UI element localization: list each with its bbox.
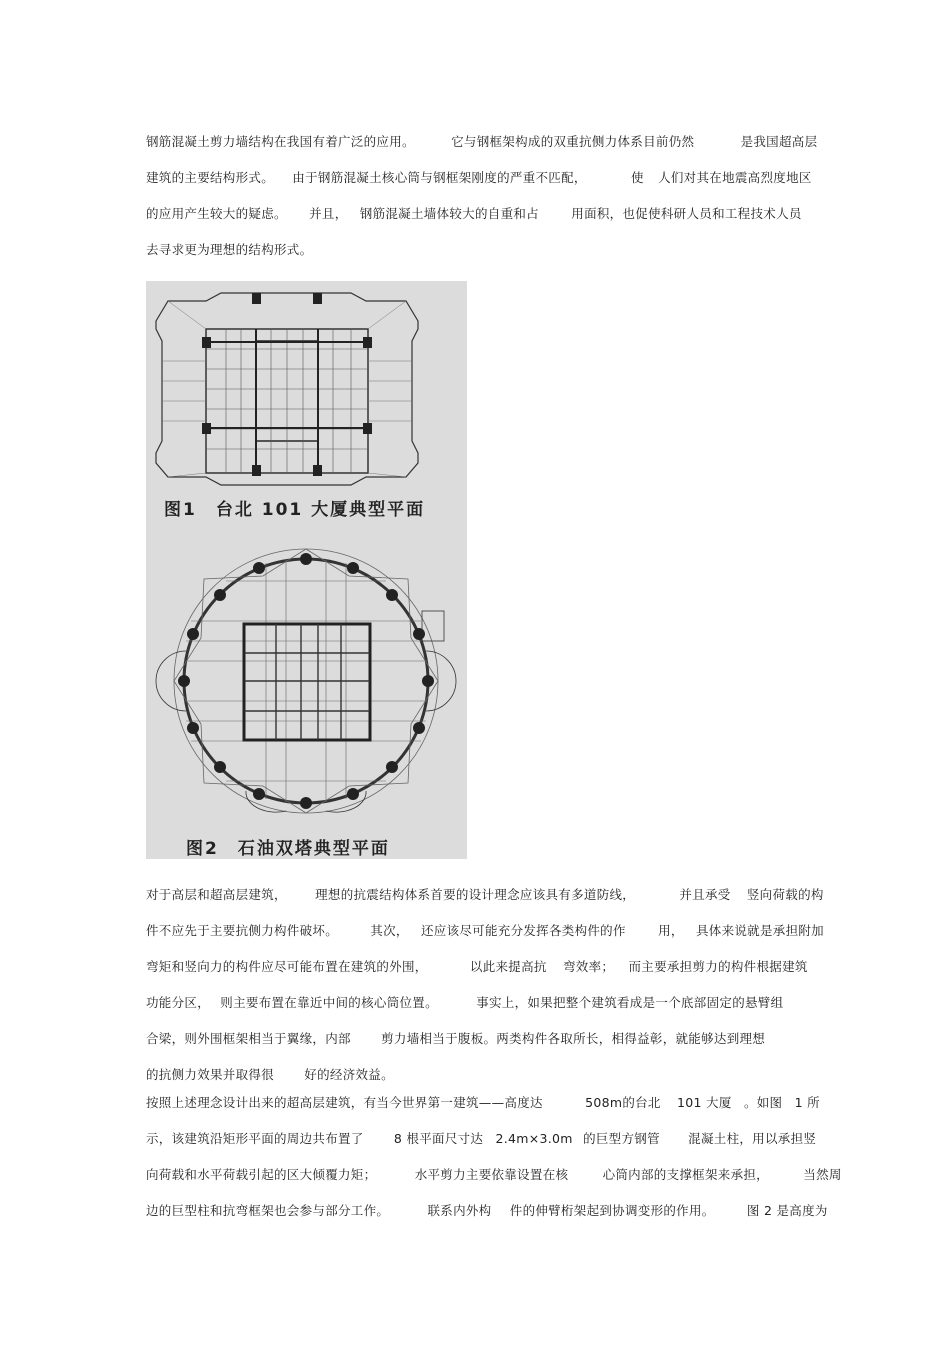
text-segment: 并且， [309,206,348,221]
text-segment: 的应用产生较大的疑虑。 [146,206,287,221]
mega-column [313,465,322,476]
text-segment: 的巨型方钢管 [583,1131,660,1146]
perimeter-column [187,722,199,734]
text-line [146,993,783,1011]
text-segment: 由于钢筋混凝土核心筒与钢框架刚度的严重不匹配， [292,170,587,185]
perimeter-column [187,628,199,640]
text-segment: 101 大厦 [677,1095,732,1110]
text-segment: 并且承受 [679,887,731,902]
text-segment: 2.4m×3.0m [495,1131,573,1146]
text-line [146,921,824,939]
perimeter-column [253,788,265,800]
text-segment: 用， [658,923,684,938]
perimeter-column [214,761,226,773]
text-line [146,1065,394,1083]
text-segment: 剪力墙相当于腹板。两类构件各取所长，相得益彰，就能够达到理想 [381,1031,766,1046]
text-line [146,885,824,903]
text-segment: 人们对其在地震高烈度地区 [658,170,812,185]
text-segment: 功能分区， [146,995,211,1010]
text-segment: 用面积，也促使科研人员和工程技术人员 [571,206,802,221]
text-segment: 去寻求更为理想的结构形式。 [146,242,313,257]
text-segment: 1 所 [794,1095,820,1110]
text-segment: 8 根平面尺寸达 [393,1131,484,1146]
perimeter-column [178,675,190,687]
perimeter-column [386,761,398,773]
text-segment: 混凝土柱，用以承担竖 [688,1131,817,1146]
perimeter-column [347,788,359,800]
text-segment: 向荷载和水平荷载引起的区大倾覆力矩； [146,1167,377,1182]
text-segment: 它与钢框架构成的双重抗侧力体系目前仍然 [451,134,695,149]
text-segment: 其次， [370,923,409,938]
text-line [146,957,808,975]
text-line [146,1029,765,1047]
perimeter-column [422,675,434,687]
text-line [146,204,802,222]
text-segment: 竖向荷载的构 [746,887,824,902]
text-segment: 弯矩和竖向力的构件应尽可能布置在建筑的外围， [146,959,428,974]
perimeter-column [413,628,425,640]
text-segment: 边的巨型柱和抗弯框架也会参与部分工作。 [146,1203,390,1218]
text-segment: 当然周 [803,1167,842,1182]
text-segment: 心筒内部的支撑框架来承担， [602,1167,769,1182]
text-line [146,132,817,150]
text-line [146,1201,828,1219]
perimeter-column [300,797,312,809]
text-segment: 按照上述理念设计出来的超高层建筑，有当今世界第一建筑——高度达 [146,1095,543,1110]
text-segment: 图 2 是高度为 [746,1203,828,1218]
text-segment: 示，该建筑沿矩形平面的周边共布置了 [146,1131,364,1146]
text-segment: 的抗侧力效果并取得很 [146,1067,275,1082]
text-segment: 则主要布置在靠近中间的核心筒位置。 [220,995,438,1010]
text-segment: 以此来提高抗 [469,959,547,974]
text-line [146,1129,816,1147]
taipei-101-plan [156,293,418,485]
text-segment: 。如图 [743,1095,783,1110]
mega-column [252,465,261,476]
perimeter-column [413,722,425,734]
figure2-caption: 图2 石油双塔典型平面 [186,839,390,859]
text-segment: 而主要承担剪力的构件根据建筑 [628,959,808,974]
text-segment: 弯效率； [562,959,615,974]
mega-column [202,337,211,348]
text-segment: 是我国超高层 [740,134,818,149]
text-segment: 具体来说就是承担附加 [695,923,824,938]
text-segment: 好的经济效益。 [304,1067,394,1082]
perimeter-column [253,562,265,574]
text-segment: 对于高层和超高层建筑， [146,887,287,902]
petronas-plan [156,549,456,813]
mega-column [363,423,372,434]
perimeter-column [386,589,398,601]
floor-plan-drawings [146,281,467,859]
mega-column [252,293,261,304]
text-segment: 508m的台北 [585,1095,661,1110]
text-segment: 事实上，如果把整个建筑看成是一个底部固定的悬臂组 [476,995,784,1010]
text-line [146,1093,820,1111]
text-line [146,168,812,186]
floor-plan-figure [146,281,467,859]
perimeter-column [347,562,359,574]
mega-column [363,337,372,348]
text-line [146,240,312,258]
perimeter-column [214,589,226,601]
text-segment: 水平剪力主要依靠设置在核 [414,1167,569,1182]
text-segment: 还应该尽可能充分发挥各类构件的作 [420,923,626,938]
text-segment: 联系内外构 [427,1203,492,1218]
text-segment: 合梁，则外围框架相当于翼缘，内部 [146,1031,351,1046]
mega-column [202,423,211,434]
perimeter-column [300,553,312,565]
text-line [146,1165,842,1183]
text-segment: 钢筋混凝土剪力墙结构在我国有着广泛的应用。 [146,134,415,149]
text-segment: 理想的抗震结构体系首要的设计理念应该具有多道防线， [315,887,636,902]
plan2-side-box [422,611,444,641]
text-segment: 钢筋混凝土墙体较大的自重和占 [359,206,539,221]
text-segment: 建筑的主要结构形式。 [146,170,275,185]
text-segment: 件不应先于主要抗侧力构件破坏。 [146,923,339,938]
plan2-core [244,624,370,740]
figure1-caption: 图1 台北 101 大厦典型平面 [164,500,426,520]
mega-column [313,293,322,304]
text-segment: 件的伸臂桁架起到协调变形的作用。 [509,1203,715,1218]
text-segment: 使 [630,170,644,185]
